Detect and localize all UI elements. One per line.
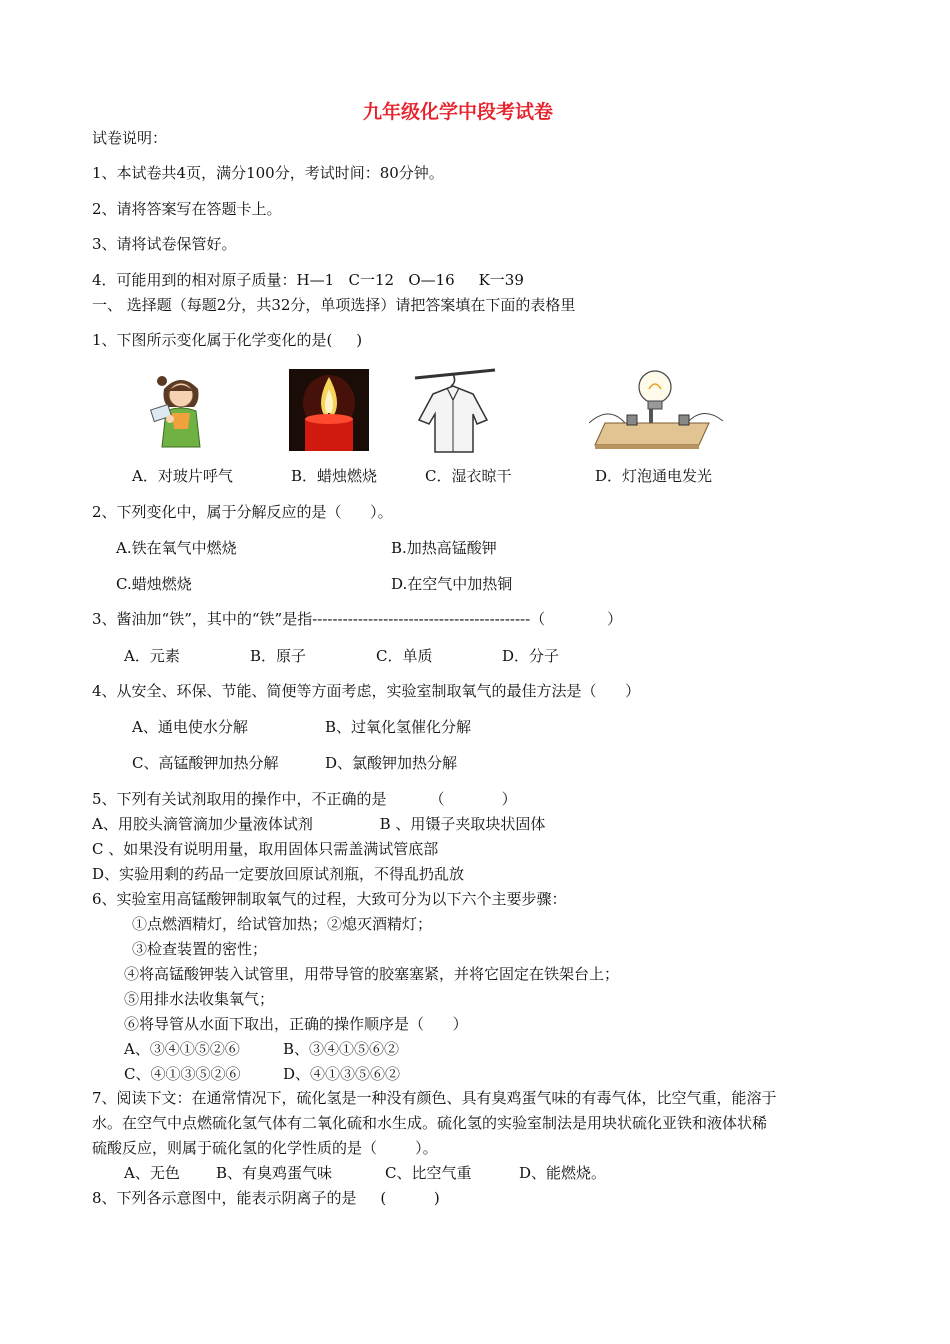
question-line: 水。在空气中点燃硫化氢气体有二氧化硫和水生成。硫化氢的实验室制法是用块状硫化亚铁和液体状稀	[92, 1114, 768, 1132]
light-bulb-circuit-icon	[589, 365, 723, 451]
question-stem: 5、下列有关试剂取用的操作中，不正确的是 （ ）	[92, 790, 517, 808]
option: C、比空气重	[385, 1164, 472, 1182]
option: A．对玻片呼气	[132, 467, 233, 485]
option: A．元素	[124, 647, 180, 665]
option: D．分子	[502, 647, 560, 665]
option: C．湿衣晾干	[425, 467, 512, 485]
option-line: A、用胶头滴管滴加少量液体试剂 B 、用镊子夹取块状固体	[92, 815, 546, 833]
step: ⑤用排水法收集氧气；	[124, 990, 275, 1008]
option: B、过氧化氢催化分解	[325, 718, 472, 736]
option: B、有臭鸡蛋气味	[216, 1164, 333, 1182]
step: ①点燃酒精灯，给试管加热；②熄灭酒精灯；	[132, 915, 433, 933]
option: C、④①③⑤②⑥	[124, 1065, 241, 1083]
option: A、通电使水分解	[132, 718, 248, 736]
intro-item: 4．可能用到的相对原子质量：H—1 C一12 O—16 K一39	[92, 271, 524, 289]
question-stem: 4、从安全、环保、节能、简便等方面考虑，实验室制取氧气的最佳方法是（ ）	[92, 682, 641, 700]
hanging-shirt-icon	[413, 366, 497, 458]
step: ③检查装置的密性；	[132, 940, 268, 958]
option: D．灯泡通电发光	[595, 467, 713, 485]
option: A.铁在氧气中燃烧	[116, 539, 237, 557]
step: ⑥将导管从水面下取出，正确的操作顺序是（ ）	[124, 1015, 468, 1033]
question-line: 硫酸反应，则属于硫化氢的化学性质的是（ ）。	[92, 1139, 438, 1157]
candle-flame-icon	[289, 369, 369, 451]
option: A、③④①⑤②⑥	[124, 1040, 240, 1058]
girl-breathing-icon	[150, 367, 212, 451]
option-line: D、实验用剩的药品一定要放回原试剂瓶，不得乱扔乱放	[92, 865, 465, 883]
page-title: 九年级化学中段考试卷	[363, 101, 554, 123]
option-line: C 、如果没有说明用量，取用固体只需盖满试管底部	[92, 840, 439, 858]
intro-item: 1、本试卷共4页，满分100分，考试时间：80分钟。	[92, 164, 444, 182]
question-stem: 8、下列各示意图中，能表示阴离子的是 ( )	[92, 1189, 440, 1207]
question-stem: 2、下列变化中，属于分解反应的是（ ）。	[92, 503, 393, 521]
question-stem: 3、酱油加“铁”，其中的“铁”是指-------------------------------------------（ ）	[92, 610, 623, 628]
intro-heading: 试卷说明：	[92, 129, 168, 147]
option: B．原子	[250, 647, 307, 665]
option: D、④①③⑤⑥②	[283, 1065, 401, 1083]
question-stem: 1、下图所示变化属于化学变化的是( )	[92, 331, 363, 349]
option: C．单质	[376, 647, 433, 665]
option: B.加热高锰酸钾	[391, 539, 497, 557]
option: D、氯酸钾加热分解	[325, 754, 458, 772]
intro-item: 2、请将答案写在答题卡上。	[92, 200, 282, 218]
option: B．蜡烛燃烧	[291, 467, 378, 485]
intro-item: 3、请将试卷保管好。	[92, 235, 237, 253]
option: D.在空气中加热铜	[391, 575, 513, 593]
question-line: 7、阅读下文：在通常情况下，硫化氢是一种没有颜色、具有臭鸡蛋气味的有毒气体，比空气重，能溶于	[92, 1089, 777, 1107]
step: ④将高锰酸钾装入试管里，用带导管的胶塞塞紧，并将它固定在铁架台上；	[124, 965, 620, 983]
option: D、能燃烧。	[519, 1164, 607, 1182]
option: C、高锰酸钾加热分解	[132, 754, 279, 772]
option: C.蜡烛燃烧	[116, 575, 192, 593]
option: B、③④①⑤⑥②	[283, 1040, 400, 1058]
question-stem: 6、实验室用高锰酸钾制取氧气的过程，大致可分为以下六个主要步骤：	[92, 890, 567, 908]
option: A、无色	[124, 1164, 180, 1182]
section-heading: 一、 选择题（每题2分，共32分，单项选择）请把答案填在下面的表格里	[92, 296, 576, 314]
